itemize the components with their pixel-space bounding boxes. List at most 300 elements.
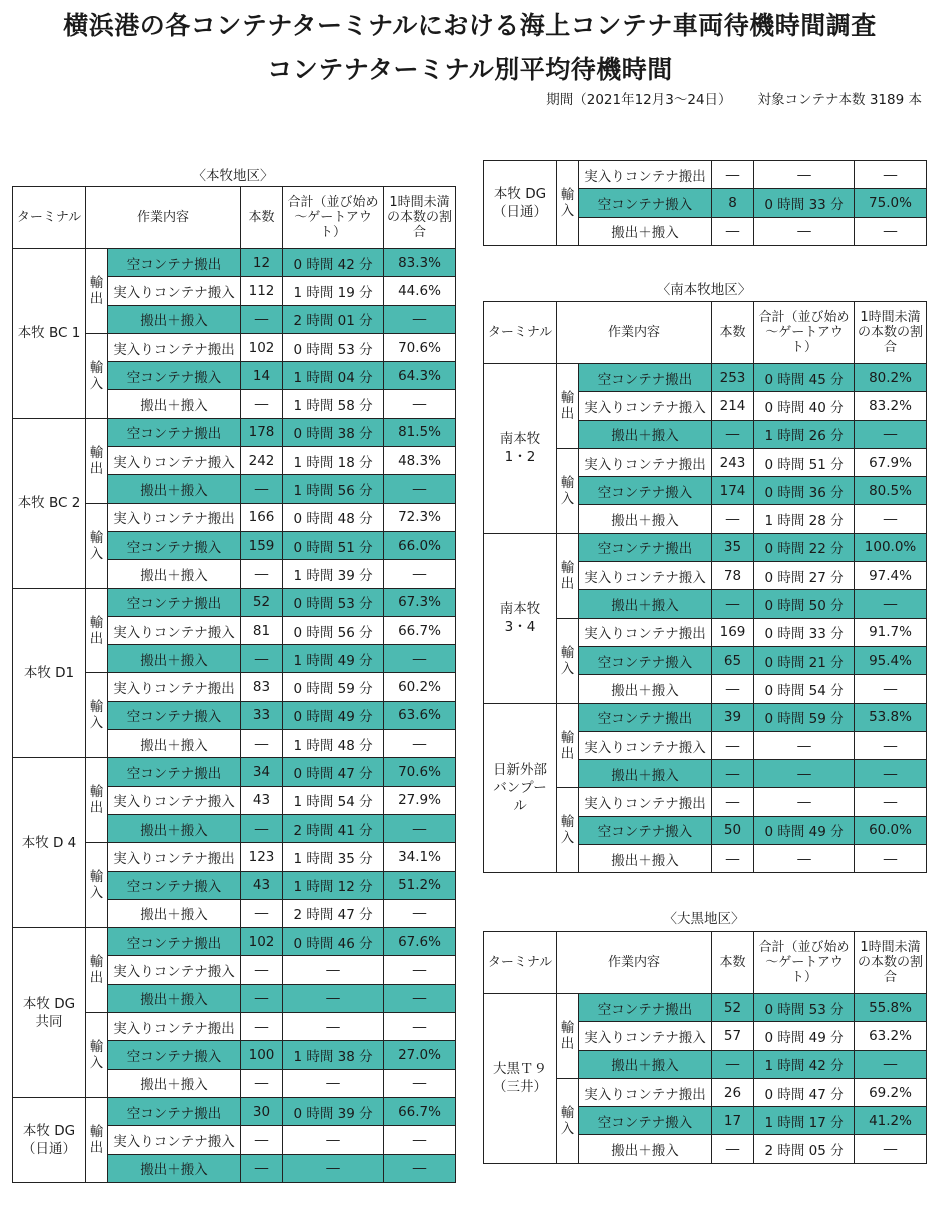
export-label: 輸出	[557, 703, 579, 788]
col-header-terminal: ターミナル	[484, 302, 557, 364]
count-cell: 43	[241, 871, 283, 899]
ratio-cell: 80.2%	[855, 364, 927, 392]
ratio-cell: ―	[855, 845, 927, 873]
count-cell: ―	[712, 217, 754, 245]
work-cell: 実入りコンテナ搬入	[108, 616, 241, 644]
count-cell: 34	[241, 758, 283, 786]
count-cell: 169	[712, 618, 754, 646]
count-cell: 35	[712, 533, 754, 561]
total-time-cell: 1 時間 18 分	[283, 447, 384, 475]
count-cell: 8	[712, 189, 754, 217]
region-label-honmoku: 〈本牧地区〉	[192, 168, 274, 184]
survey-period: 期間（2021年12月3～24日）	[546, 92, 732, 108]
total-time-cell: 0 時間 47 分	[283, 758, 384, 786]
total-time-cell: ―	[283, 1069, 384, 1097]
col-header-terminal: ターミナル	[484, 932, 557, 994]
work-cell: 実入りコンテナ搬出	[108, 673, 241, 701]
ratio-cell: 48.3%	[384, 447, 456, 475]
total-time-cell: ―	[283, 984, 384, 1012]
ratio-cell: 70.6%	[384, 758, 456, 786]
count-cell: ―	[241, 1069, 283, 1097]
work-cell: 空コンテナ搬出	[579, 994, 712, 1022]
total-time-cell: 1 時間 35 分	[283, 843, 384, 871]
col-header-terminal: ターミナル	[13, 187, 86, 249]
ratio-cell: 60.2%	[384, 673, 456, 701]
count-cell: 78	[712, 562, 754, 590]
total-time-cell: 0 時間 50 分	[754, 590, 855, 618]
count-cell: ―	[241, 984, 283, 1012]
ratio-cell: ―	[384, 730, 456, 758]
import-label: 輸入	[557, 448, 579, 533]
work-cell: 搬出＋搬入	[108, 899, 241, 927]
col-header-work: 作業内容	[557, 302, 712, 364]
total-time-cell: ―	[754, 217, 855, 245]
work-cell: 空コンテナ搬入	[579, 1107, 712, 1135]
count-cell: 159	[241, 531, 283, 559]
daikoku-table	[483, 931, 927, 1164]
total-time-cell: 1 時間 49 分	[283, 645, 384, 673]
export-label: 輸出	[557, 364, 579, 449]
terminal-name: 南本牧 1・2	[484, 364, 557, 534]
ratio-cell: 80.5%	[855, 477, 927, 505]
ratio-cell: ―	[384, 814, 456, 842]
work-cell: 実入りコンテナ搬出	[579, 618, 712, 646]
total-time-cell: 0 時間 36 分	[754, 477, 855, 505]
count-cell: 102	[241, 928, 283, 956]
count-cell: ―	[712, 505, 754, 533]
count-cell: ―	[241, 956, 283, 984]
count-cell: ―	[712, 760, 754, 788]
total-time-cell: 1 時間 28 分	[754, 505, 855, 533]
total-time-cell: 1 時間 54 分	[283, 786, 384, 814]
ratio-cell: 34.1%	[384, 843, 456, 871]
ratio-cell: 83.3%	[384, 249, 456, 277]
count-cell: 26	[712, 1078, 754, 1106]
work-cell: 実入りコンテナ搬入	[579, 1022, 712, 1050]
ratio-cell: 55.8%	[855, 994, 927, 1022]
work-cell: 搬出＋搬入	[108, 390, 241, 418]
count-cell: ―	[241, 390, 283, 418]
table-row	[484, 994, 927, 1022]
count-cell: 12	[241, 249, 283, 277]
work-cell: 搬出＋搬入	[108, 984, 241, 1012]
work-cell: 実入りコンテナ搬入	[108, 956, 241, 984]
terminal-name: 本牧 BC 2	[13, 418, 86, 588]
ratio-cell: ―	[855, 788, 927, 816]
table-row	[13, 588, 456, 616]
ratio-cell: 66.7%	[384, 1097, 456, 1125]
work-cell: 実入りコンテナ搬出	[579, 788, 712, 816]
count-cell: ―	[241, 475, 283, 503]
work-cell: 空コンテナ搬入	[108, 531, 241, 559]
work-cell: 実入りコンテナ搬出	[579, 448, 712, 476]
work-cell: 実入りコンテナ搬入	[108, 786, 241, 814]
ratio-cell: 81.5%	[384, 418, 456, 446]
work-cell: 搬出＋搬入	[579, 675, 712, 703]
work-cell: 空コンテナ搬出	[579, 533, 712, 561]
ratio-cell: 67.3%	[384, 588, 456, 616]
col-header-total: 合計（並び始め～ゲートアウト）	[754, 302, 855, 364]
col-header-count: 本数	[241, 187, 283, 249]
total-time-cell: 1 時間 17 分	[754, 1107, 855, 1135]
total-time-cell: 1 時間 58 分	[283, 390, 384, 418]
count-cell: 14	[241, 362, 283, 390]
ratio-cell: ―	[855, 675, 927, 703]
ratio-cell: ―	[384, 1126, 456, 1154]
import-label: 輸入	[86, 673, 108, 758]
work-cell: 実入りコンテナ搬入	[579, 562, 712, 590]
table-row	[484, 364, 927, 392]
count-cell: 39	[712, 703, 754, 731]
export-label: 輸出	[86, 418, 108, 503]
count-cell: ―	[712, 420, 754, 448]
count-cell: 102	[241, 333, 283, 361]
survey-info	[546, 88, 922, 108]
ratio-cell: 72.3%	[384, 503, 456, 531]
work-cell: 実入りコンテナ搬出	[108, 843, 241, 871]
ratio-cell: ―	[384, 1013, 456, 1041]
work-cell: 搬出＋搬入	[108, 645, 241, 673]
ratio-cell: ―	[384, 645, 456, 673]
ratio-cell: ―	[384, 1069, 456, 1097]
count-cell: 243	[712, 448, 754, 476]
ratio-cell: ―	[855, 217, 927, 245]
import-label: 輸入	[86, 503, 108, 588]
work-cell: 空コンテナ搬出	[108, 758, 241, 786]
total-time-cell: ―	[283, 1126, 384, 1154]
ratio-cell: 64.3%	[384, 362, 456, 390]
ratio-cell: 69.2%	[855, 1078, 927, 1106]
count-cell: ―	[712, 161, 754, 189]
count-cell: 100	[241, 1041, 283, 1069]
ratio-cell: 66.7%	[384, 616, 456, 644]
total-time-cell: 0 時間 47 分	[754, 1078, 855, 1106]
table-row	[13, 928, 456, 956]
total-time-cell: 0 時間 39 分	[283, 1097, 384, 1125]
work-cell: 実入りコンテナ搬入	[579, 392, 712, 420]
work-cell: 空コンテナ搬入	[579, 816, 712, 844]
total-time-cell: ―	[283, 1154, 384, 1182]
count-cell: ―	[241, 560, 283, 588]
page-subtitle: コンテナターミナル別平均待機時間	[267, 55, 673, 84]
export-label: 輸出	[86, 249, 108, 334]
total-time-cell: 0 時間 49 分	[754, 1022, 855, 1050]
work-cell: 空コンテナ搬出	[579, 703, 712, 731]
total-time-cell: 0 時間 53 分	[754, 994, 855, 1022]
col-header-ratio: 1時間未満の本数の割合	[855, 932, 927, 994]
col-header-total: 合計（並び始め～ゲートアウト）	[754, 932, 855, 994]
ratio-cell: 67.9%	[855, 448, 927, 476]
total-time-cell: 0 時間 48 分	[283, 503, 384, 531]
work-cell: 実入りコンテナ搬入	[579, 731, 712, 759]
total-time-cell: 0 時間 53 分	[283, 588, 384, 616]
ratio-cell: ―	[855, 590, 927, 618]
col-header-total: 合計（並び始め～ゲートアウト）	[283, 187, 384, 249]
import-label: 輸入	[557, 788, 579, 873]
total-time-cell: 0 時間 49 分	[754, 816, 855, 844]
ratio-cell: 95.4%	[855, 646, 927, 674]
total-time-cell: 0 時間 53 分	[283, 333, 384, 361]
count-cell: 242	[241, 447, 283, 475]
count-cell: 50	[712, 816, 754, 844]
total-time-cell: 0 時間 49 分	[283, 701, 384, 729]
total-time-cell: 2 時間 05 分	[754, 1135, 855, 1163]
total-time-cell: 0 時間 54 分	[754, 675, 855, 703]
count-cell: 65	[712, 646, 754, 674]
terminal-name: 本牧 DG 共同	[13, 928, 86, 1098]
total-time-cell: 1 時間 56 分	[283, 475, 384, 503]
count-cell: 52	[712, 994, 754, 1022]
table-row	[484, 533, 927, 561]
total-time-cell: 1 時間 38 分	[283, 1041, 384, 1069]
count-cell: 174	[712, 477, 754, 505]
terminal-name: 日新外部 バンプール	[484, 703, 557, 873]
terminal-name: 本牧 D 4	[13, 758, 86, 928]
total-time-cell: 0 時間 46 分	[283, 928, 384, 956]
work-cell: 空コンテナ搬出	[108, 588, 241, 616]
work-cell: 実入りコンテナ搬出	[108, 1013, 241, 1041]
total-time-cell: 1 時間 42 分	[754, 1050, 855, 1078]
count-cell: 57	[712, 1022, 754, 1050]
total-time-cell: 1 時間 04 分	[283, 362, 384, 390]
work-cell: 搬出＋搬入	[579, 590, 712, 618]
header-row	[13, 187, 456, 249]
total-time-cell: 0 時間 59 分	[754, 703, 855, 731]
work-cell: 搬出＋搬入	[108, 305, 241, 333]
count-cell: 112	[241, 277, 283, 305]
count-cell: ―	[241, 814, 283, 842]
work-cell: 空コンテナ搬出	[108, 418, 241, 446]
work-cell: 空コンテナ搬入	[108, 701, 241, 729]
total-time-cell: 0 時間 51 分	[754, 448, 855, 476]
work-cell: 実入りコンテナ搬入	[108, 447, 241, 475]
ratio-cell: 41.2%	[855, 1107, 927, 1135]
page-title: 横浜港の各コンテナターミナルにおける海上コンテナ車両待機時間調査	[63, 11, 877, 40]
ratio-cell: ―	[384, 1154, 456, 1182]
total-time-cell: ―	[754, 788, 855, 816]
work-cell: 実入りコンテナ搬入	[108, 1126, 241, 1154]
count-cell: ―	[241, 730, 283, 758]
count-cell: ―	[712, 590, 754, 618]
count-cell: ―	[712, 1135, 754, 1163]
terminal-name: 本牧 DG（日通）	[13, 1097, 86, 1182]
total-time-cell: 0 時間 45 分	[754, 364, 855, 392]
table-row	[13, 1097, 456, 1125]
total-time-cell: 0 時間 59 分	[283, 673, 384, 701]
total-time-cell: 1 時間 19 分	[283, 277, 384, 305]
ratio-cell: ―	[855, 505, 927, 533]
table-row	[13, 418, 456, 446]
work-cell: 搬出＋搬入	[579, 1050, 712, 1078]
work-cell: 搬出＋搬入	[108, 475, 241, 503]
total-time-cell: ―	[754, 731, 855, 759]
work-cell: 実入りコンテナ搬出	[108, 333, 241, 361]
work-cell: 空コンテナ搬入	[108, 362, 241, 390]
total-time-cell: 0 時間 33 分	[754, 618, 855, 646]
count-cell: ―	[241, 1013, 283, 1041]
total-time-cell: 1 時間 26 分	[754, 420, 855, 448]
ratio-cell: ―	[384, 984, 456, 1012]
total-time-cell: ―	[283, 956, 384, 984]
total-time-cell: 2 時間 01 分	[283, 305, 384, 333]
work-cell: 搬出＋搬入	[108, 560, 241, 588]
work-cell: 空コンテナ搬入	[108, 871, 241, 899]
ratio-cell: ―	[384, 560, 456, 588]
count-cell: 123	[241, 843, 283, 871]
total-time-cell: 0 時間 40 分	[754, 392, 855, 420]
total-time-cell: 0 時間 38 分	[283, 418, 384, 446]
work-cell: 空コンテナ搬出	[108, 249, 241, 277]
ratio-cell: 91.7%	[855, 618, 927, 646]
count-cell: 33	[241, 701, 283, 729]
terminal-name: 本牧 D1	[13, 588, 86, 758]
ratio-cell: 60.0%	[855, 816, 927, 844]
count-cell: ―	[241, 1154, 283, 1182]
col-header-ratio: 1時間未満の本数の割合	[384, 187, 456, 249]
total-time-cell: 0 時間 42 分	[283, 249, 384, 277]
work-cell: 搬出＋搬入	[579, 1135, 712, 1163]
region-label-minami-honmoku: 〈南本牧地区〉	[656, 282, 752, 298]
terminal-name: 本牧 BC 1	[13, 249, 86, 419]
ratio-cell: ―	[855, 1135, 927, 1163]
ratio-cell: 100.0%	[855, 533, 927, 561]
work-cell: 空コンテナ搬出	[108, 1097, 241, 1125]
import-label: 輸入	[86, 1013, 108, 1098]
work-cell: 搬出＋搬入	[579, 505, 712, 533]
ratio-cell: ―	[855, 760, 927, 788]
work-cell: 搬出＋搬入	[579, 420, 712, 448]
total-time-cell: 1 時間 39 分	[283, 560, 384, 588]
work-cell: 実入りコンテナ搬入	[108, 277, 241, 305]
import-label: 輸入	[86, 843, 108, 928]
total-time-cell: ―	[283, 1013, 384, 1041]
target-count: 対象コンテナ本数 3189 本	[757, 92, 922, 108]
col-header-work: 作業内容	[557, 932, 712, 994]
region-label-daikoku: 〈大黒地区〉	[663, 911, 745, 927]
total-time-cell: 0 時間 22 分	[754, 533, 855, 561]
count-cell: ―	[241, 1126, 283, 1154]
total-time-cell: ―	[754, 161, 855, 189]
ratio-cell: ―	[384, 305, 456, 333]
ratio-cell: ―	[384, 956, 456, 984]
work-cell: 搬出＋搬入	[579, 760, 712, 788]
count-cell: ―	[712, 1050, 754, 1078]
total-time-cell: ―	[754, 845, 855, 873]
terminal-name: 本牧 DG（日通）	[484, 161, 557, 246]
col-header-count: 本数	[712, 302, 754, 364]
ratio-cell: ―	[855, 161, 927, 189]
ratio-cell: 75.0%	[855, 189, 927, 217]
total-time-cell: 0 時間 27 分	[754, 562, 855, 590]
work-cell: 搬出＋搬入	[108, 1069, 241, 1097]
work-cell: 空コンテナ搬出	[108, 928, 241, 956]
work-cell: 搬出＋搬入	[108, 730, 241, 758]
export-label: 輸出	[557, 994, 579, 1079]
total-time-cell: 1 時間 12 分	[283, 871, 384, 899]
total-time-cell: ―	[754, 760, 855, 788]
col-header-count: 本数	[712, 932, 754, 994]
count-cell: ―	[712, 675, 754, 703]
honmoku-dg-nittsu-continued-table	[483, 160, 927, 246]
work-cell: 搬出＋搬入	[108, 814, 241, 842]
ratio-cell: ―	[855, 1050, 927, 1078]
ratio-cell: 53.8%	[855, 703, 927, 731]
export-label: 輸出	[86, 588, 108, 673]
count-cell: 17	[712, 1107, 754, 1135]
import-label: 輸入	[557, 161, 579, 246]
count-cell: 83	[241, 673, 283, 701]
terminal-name: 大黒Ｔ９（三井）	[484, 994, 557, 1164]
work-cell: 空コンテナ搬出	[579, 364, 712, 392]
total-time-cell: 2 時間 41 分	[283, 814, 384, 842]
work-cell: 実入りコンテナ搬出	[108, 503, 241, 531]
header-row	[484, 932, 927, 994]
work-cell: 空コンテナ搬入	[579, 477, 712, 505]
export-label: 輸出	[86, 758, 108, 843]
table-row	[484, 161, 927, 189]
count-cell: ―	[241, 645, 283, 673]
work-cell: 搬出＋搬入	[579, 845, 712, 873]
count-cell: 214	[712, 392, 754, 420]
work-cell: 搬出＋搬入	[108, 1154, 241, 1182]
ratio-cell: 67.6%	[384, 928, 456, 956]
count-cell: 178	[241, 418, 283, 446]
count-cell: 253	[712, 364, 754, 392]
ratio-cell: 44.6%	[384, 277, 456, 305]
ratio-cell: ―	[384, 899, 456, 927]
ratio-cell: 63.6%	[384, 701, 456, 729]
header-row	[484, 302, 927, 364]
honmoku-table	[12, 186, 456, 1183]
ratio-cell: 27.9%	[384, 786, 456, 814]
col-header-work: 作業内容	[86, 187, 241, 249]
ratio-cell: ―	[384, 390, 456, 418]
ratio-cell: ―	[855, 731, 927, 759]
count-cell: ―	[241, 305, 283, 333]
terminal-name: 南本牧 3・4	[484, 533, 557, 703]
ratio-cell: ―	[855, 420, 927, 448]
ratio-cell: 97.4%	[855, 562, 927, 590]
ratio-cell: 66.0%	[384, 531, 456, 559]
work-cell: 搬出＋搬入	[579, 217, 712, 245]
minami-honmoku-table	[483, 301, 927, 873]
total-time-cell: 2 時間 47 分	[283, 899, 384, 927]
count-cell: ―	[712, 788, 754, 816]
count-cell: ―	[712, 845, 754, 873]
ratio-cell: 63.2%	[855, 1022, 927, 1050]
ratio-cell: 83.2%	[855, 392, 927, 420]
total-time-cell: 0 時間 51 分	[283, 531, 384, 559]
export-label: 輸出	[86, 1097, 108, 1182]
work-cell: 実入りコンテナ搬出	[579, 161, 712, 189]
work-cell: 空コンテナ搬入	[579, 189, 712, 217]
ratio-cell: 27.0%	[384, 1041, 456, 1069]
import-label: 輸入	[557, 1078, 579, 1163]
total-time-cell: 0 時間 21 分	[754, 646, 855, 674]
export-label: 輸出	[557, 533, 579, 618]
col-header-ratio: 1時間未満の本数の割合	[855, 302, 927, 364]
count-cell: ―	[712, 731, 754, 759]
table-row	[484, 703, 927, 731]
count-cell: 81	[241, 616, 283, 644]
export-label: 輸出	[86, 928, 108, 1013]
import-label: 輸入	[557, 618, 579, 703]
count-cell: 43	[241, 786, 283, 814]
work-cell: 実入りコンテナ搬出	[579, 1078, 712, 1106]
ratio-cell: 70.6%	[384, 333, 456, 361]
ratio-cell: ―	[384, 475, 456, 503]
total-time-cell: 1 時間 48 分	[283, 730, 384, 758]
